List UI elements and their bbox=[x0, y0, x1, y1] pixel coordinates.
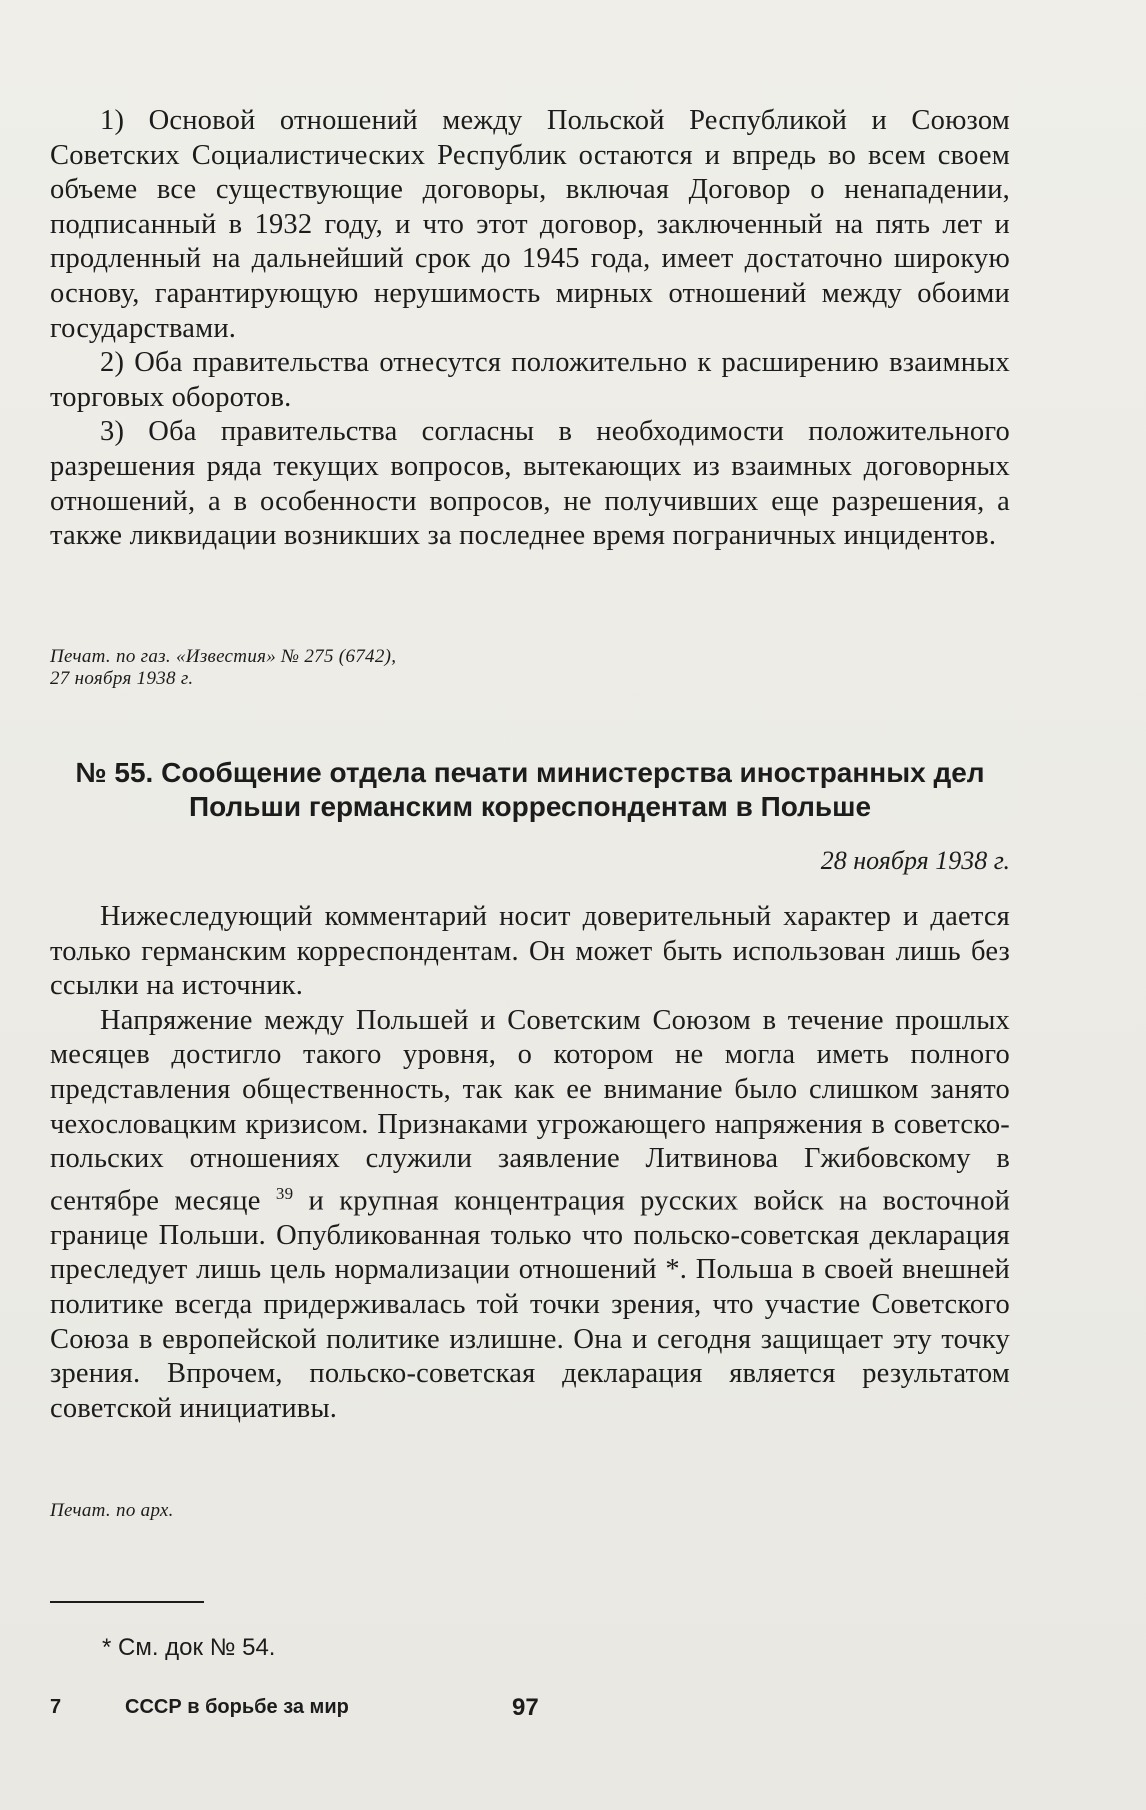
paragraph-point-1: 1) Основой отношений между Польской Республикой и Союзом Советских Социалистических Республик остаются и впредь во всем своем объеме все существующие договоры, включая Договор о ненападении, подписанный в 1932 году, и что этот договор, заключенный на пять лет и продленный на дальнейший срок до 1945 года, имеет достаточно широкую основу, гарантирующую нерушимость мирных отношений между обоими государствами. bbox=[50, 105, 1010, 344]
source-note-izvestia bbox=[50, 646, 1010, 690]
footnote-ref-39: 39 bbox=[275, 1183, 294, 1203]
source-note-archive bbox=[50, 1500, 1010, 1522]
body-paragraph-2-part-a: Напряжение между Польшей и Советским Союзом в течение прошлых месяцев достигло такого уровня, о котором не могла иметь полного представления общественность, так как ее внимание было слишком занято чехословацким кризисом. Признаками угрожающего напряжения в советско-польских отношениях служили заявление Литвинова Гжибовскому в сентябре месяце bbox=[50, 1004, 1010, 1217]
document-title bbox=[50, 756, 1010, 824]
body-paragraph-1: Нижеследующий комментарий носит доверительный характер и дается только германским корреспондентам. Он может быть использован лишь без ссылки на источник. bbox=[50, 901, 1010, 1002]
declaration-points bbox=[50, 104, 1010, 554]
document-date: 28 ноября 1938 г. bbox=[820, 846, 1010, 875]
signature-mark: 7 bbox=[50, 1696, 62, 1718]
document-number: № 55. bbox=[75, 757, 154, 788]
document-heading bbox=[50, 756, 1010, 824]
footnote-text: * См. док № 54. bbox=[102, 1634, 276, 1661]
document-body bbox=[50, 900, 1010, 1426]
body-paragraph-2 bbox=[50, 1004, 1010, 1427]
source-archive: Печат. по арх. bbox=[50, 1500, 174, 1521]
document-title-text: Сообщение отдела печати министерства иностранных дел Польши германским корреспондентам в Польше bbox=[161, 757, 985, 822]
source-line-1: Печат. по газ. «Известия» № 275 (6742), bbox=[50, 646, 397, 667]
page-footer bbox=[50, 1696, 1010, 1726]
document-date-row bbox=[50, 846, 1010, 876]
paragraph-point-2: 2) Оба правительства отнесутся положительно к расширению взаимных торговых оборотов. bbox=[50, 347, 1010, 413]
body-paragraph-2-part-b: и крупная концентрация русских войск на восточной границе Польши. Опубликованная только что польско-советская декларация преследует лишь цель нормализации отношений bbox=[50, 1185, 1011, 1286]
source-line-2: 27 ноября 1938 г. bbox=[50, 668, 194, 689]
book-title: СССР в борьбе за мир bbox=[125, 1696, 349, 1718]
footnote-divider bbox=[50, 1601, 204, 1603]
body-paragraph-2-part-c: . Польша в своей внешней политике всегда придерживалась той точки зрения, что участие Советского Союза в европейской политике излишне. Она и сегодня защищает эту точку зрения. Впрочем, польско-советская декларация является результатом советской инициативы. bbox=[50, 1254, 1010, 1424]
paragraph-point-3: 3) Оба правительства согласны в необходимости положительного разрешения ряда текущих вопросов, вытекающих из взаимных договорных отношений, а в особенности вопросов, не получивших еще разрешения, а также ликвидации возникших за последнее время пограничных инцидентов. bbox=[50, 416, 1010, 552]
footnote-ref-star: * bbox=[665, 1254, 680, 1286]
page-number: 97 bbox=[512, 1694, 539, 1721]
